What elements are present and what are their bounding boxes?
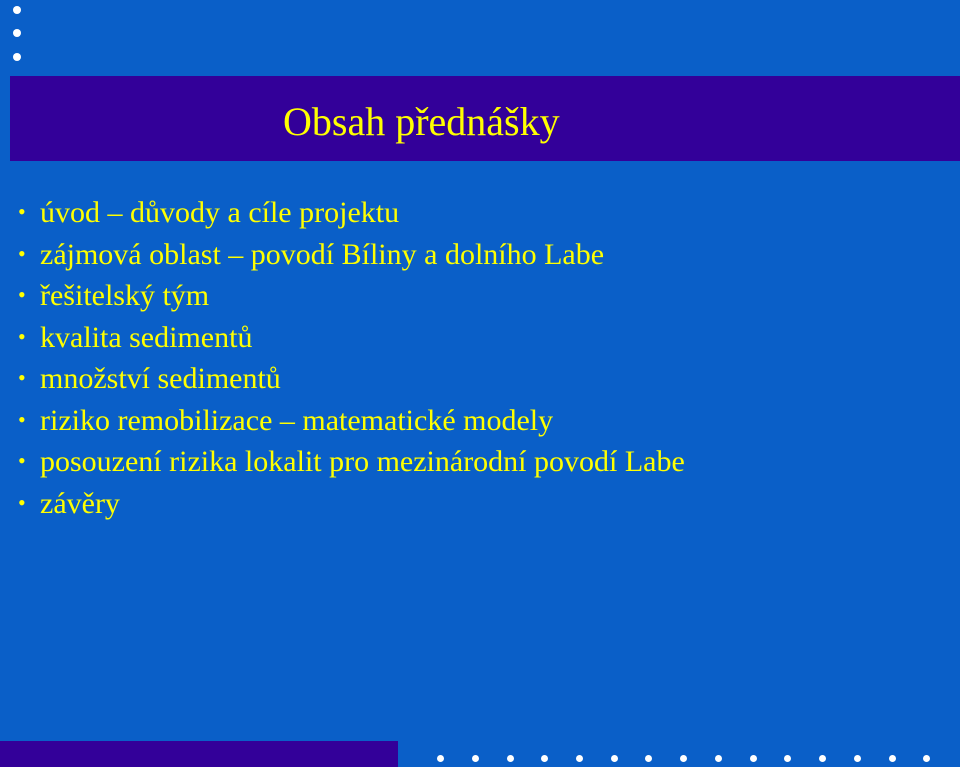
bullet-icon: • xyxy=(18,489,26,515)
list-item-text: řešitelský tým xyxy=(40,279,210,312)
list-item xyxy=(18,400,685,442)
list-item-text: množství sedimentů xyxy=(40,362,281,395)
bullet-icon: • xyxy=(18,282,26,307)
decor-dot xyxy=(611,755,618,762)
decor-dot xyxy=(437,755,444,762)
decor-dot xyxy=(680,755,687,762)
list-item xyxy=(18,234,685,276)
list-item-text: úvod – důvody a cíle projektu xyxy=(40,196,400,229)
list-item xyxy=(18,317,685,359)
list-item-text: kvalita sedimentů xyxy=(40,320,253,354)
decor-dot xyxy=(923,755,930,762)
bullet-icon: • xyxy=(18,448,26,473)
decor-dot xyxy=(854,755,861,762)
list-item xyxy=(18,483,685,525)
list-item-text: riziko remobilizace – matematické modely xyxy=(40,403,554,437)
list-item-text: závěry xyxy=(40,486,120,520)
decor-dot xyxy=(13,6,21,14)
list-item xyxy=(18,192,685,234)
bullet-icon: • xyxy=(18,365,26,390)
decor-dot xyxy=(645,755,652,762)
decor-dot xyxy=(715,755,722,762)
decor-dot xyxy=(576,755,583,762)
bullet-icon: • xyxy=(18,406,26,432)
decor-dot xyxy=(889,755,896,762)
decor-dot xyxy=(13,53,21,61)
bullet-icon: • xyxy=(18,323,26,349)
decor-dot xyxy=(13,29,21,37)
decor-dot xyxy=(784,755,791,762)
decor-dot xyxy=(750,755,757,762)
bullet-icon: • xyxy=(18,199,26,224)
bullet-list xyxy=(18,192,685,524)
decor-dot xyxy=(819,755,826,762)
decor-dot xyxy=(472,755,479,762)
list-item-text: posouzení rizika lokalit pro mezinárodní povodí Labe xyxy=(40,445,685,478)
decor-dot xyxy=(507,755,514,762)
list-item xyxy=(18,358,685,400)
footer-band xyxy=(0,741,398,767)
decor-dot xyxy=(541,755,548,762)
list-item xyxy=(18,441,685,483)
list-item xyxy=(18,275,685,317)
bullet-icon: • xyxy=(18,240,26,266)
list-item-text: zájmová oblast – povodí Bíliny a dolního Labe xyxy=(40,237,605,271)
